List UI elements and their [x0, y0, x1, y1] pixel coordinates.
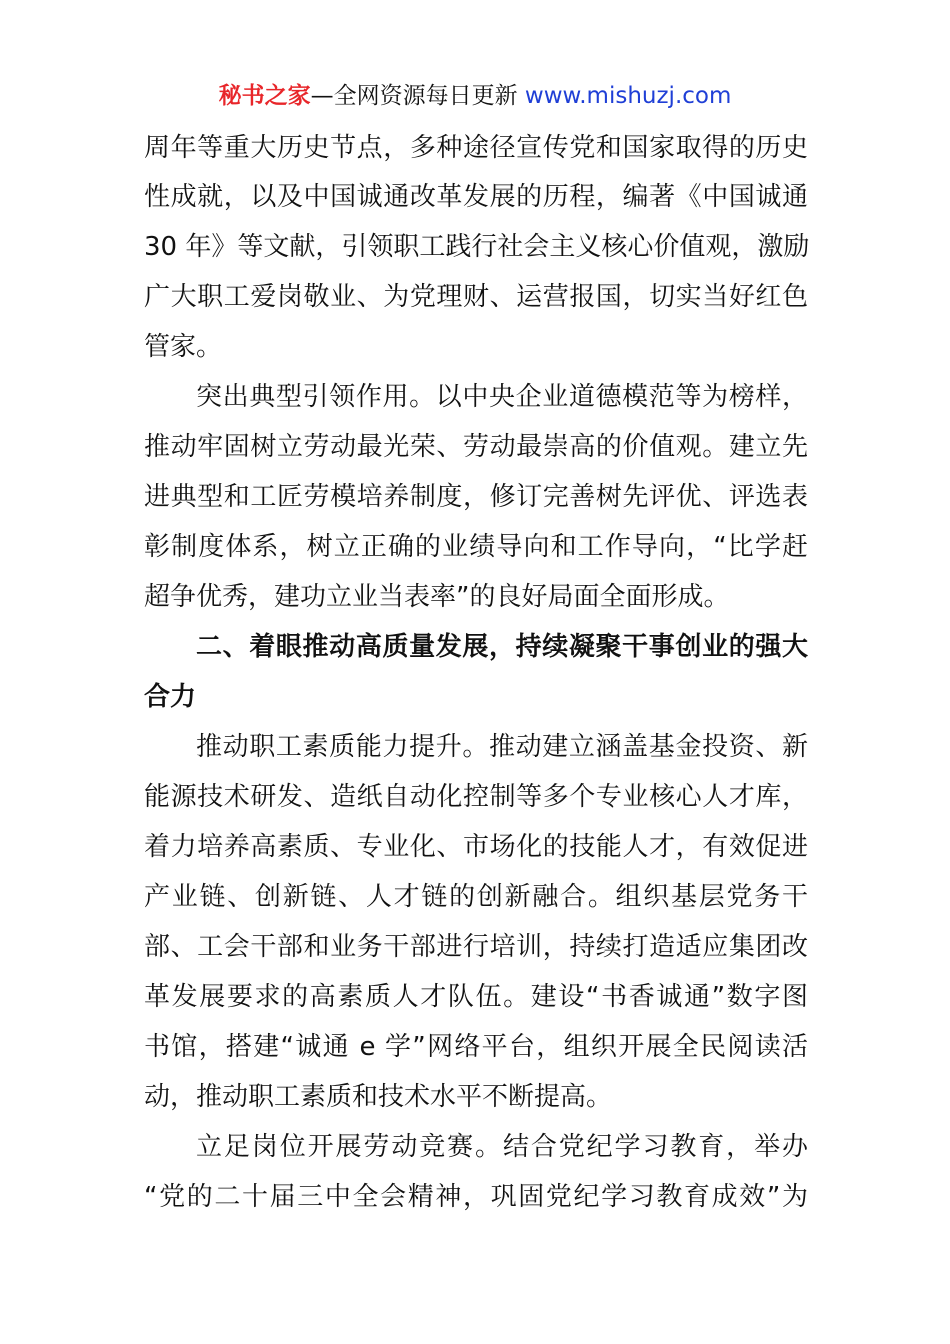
text-line: 性成就，以及中国诚通改革发展的历程，编著《中国诚通	[144, 182, 808, 212]
text-line: 部、工会干部和业务干部进行培训，持续打造适应集团改	[144, 932, 808, 962]
text-line: 能源技术研发、造纸自动化控制等多个专业核心人才库，	[144, 782, 808, 812]
text-line: 产业链、创新链、人才链的创新融合。组织基层党务干	[144, 882, 808, 912]
text-line: 周年等重大历史节点，多种途径宣传党和国家取得的历史	[144, 133, 808, 163]
text-line: 动，推动职工素质和技术水平不断提高。	[144, 1082, 613, 1112]
text-line: 推动牢固树立劳动最光荣、劳动最崇高的价值观。建立先	[144, 432, 808, 462]
paragraph-first-line: 立足岗位开展劳动竞赛。结合党纪学习教育，举办	[196, 1132, 808, 1162]
section-heading: 二、着眼推动高质量发展，持续凝聚干事创业的强大	[196, 632, 808, 662]
site-header-banner	[0, 80, 950, 112]
text-line: 书馆，搭建“诚通 e 学”网络平台，组织开展全民阅读活	[144, 1032, 808, 1062]
paragraph-first-line: 推动职工素质能力提升。推动建立涵盖基金投资、新	[196, 732, 808, 762]
text-line: “党的二十届三中全会精神，巩固党纪学习教育成效”为	[144, 1182, 808, 1212]
text-line: 革发展要求的高素质人才队伍。建设“书香诚通”数字图	[144, 982, 808, 1012]
site-url-link[interactable]: www.mishuzj.com	[524, 83, 732, 109]
text-line: 管家。	[144, 332, 223, 362]
text-line: 着力培养高素质、专业化、市场化的技能人才，有效促进	[144, 832, 808, 862]
text-line: 彰制度体系，树立正确的业绩导向和工作导向，“比学赶	[144, 532, 808, 562]
text-line: 广大职工爱岗敬业、为党理财、运营报国，切实当好红色	[144, 282, 808, 312]
text-line: 进典型和工匠劳模培养制度，修订完善树先评优、评选表	[144, 482, 808, 512]
section-heading-continued: 合力	[144, 682, 197, 712]
site-tagline: —全网资源每日更新	[310, 83, 518, 109]
site-brand: 秘书之家	[218, 83, 311, 109]
paragraph-first-line: 突出典型引领作用。以中央企业道德模范等为榜样，	[196, 382, 808, 412]
text-line: 超争优秀，建功立业当表率”的良好局面全面形成。	[144, 582, 730, 612]
text-line: 30 年》等文献，引领职工践行社会主义核心价值观，激励	[144, 232, 810, 262]
